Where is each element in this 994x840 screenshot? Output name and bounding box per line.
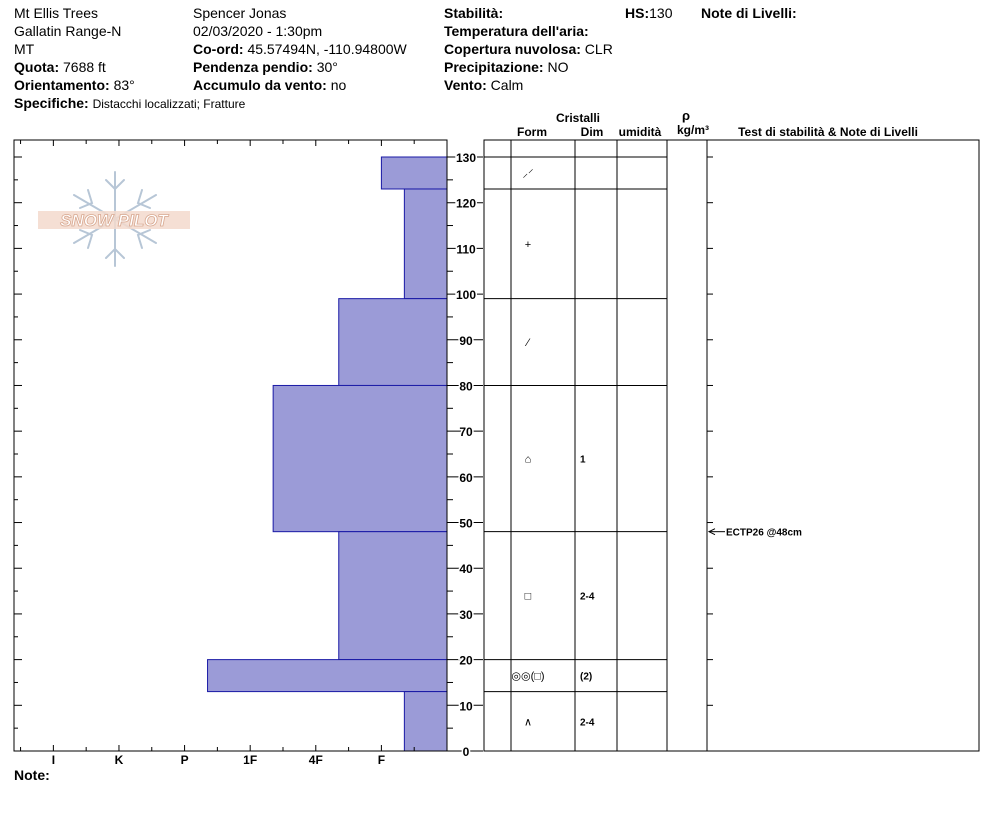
state: MT: [14, 41, 35, 57]
crystal-size-4: 2-4: [580, 591, 595, 603]
y-tick-label-60: 60: [459, 470, 473, 485]
hardness-bar-3: [273, 385, 447, 531]
wind-loading: Accumulo da vento: no: [193, 77, 347, 93]
x-tick-label-I: I: [51, 753, 56, 767]
y-tick-label-50: 50: [459, 516, 473, 531]
crystal-form-1: +: [524, 238, 532, 251]
crystal-form-3: ⌂: [524, 453, 532, 466]
crystal-size-3: 1: [580, 454, 586, 466]
y-tick-label-110: 110: [456, 242, 476, 257]
hardness-bar-5: [208, 660, 447, 692]
x-tick-label-K: K: [114, 753, 124, 767]
x-tick-label-P: P: [180, 753, 189, 767]
y-tick-label-70: 70: [459, 425, 473, 440]
svg-text:SNOW PILOT: SNOW PILOT: [60, 211, 168, 230]
observation-datetime: 02/03/2020 - 1:30pm: [193, 23, 323, 39]
crystal-table-headers: [517, 108, 918, 139]
snowpilot-logo: [38, 172, 190, 266]
svg-text:Form: Form: [517, 125, 547, 139]
mountain-range: Gallatin Range-N: [14, 23, 122, 39]
x-tick-label-F: F: [377, 753, 386, 767]
svg-text:ρ: ρ: [681, 108, 691, 123]
svg-text:kg/m³: kg/m³: [676, 123, 710, 137]
crystal-form-2: ⁄: [527, 337, 529, 350]
crystal-size-6: 2-4: [580, 717, 595, 729]
crystal-size-5: (2): [580, 671, 593, 683]
y-tick-label-90: 90: [459, 333, 473, 348]
hardness-bar-1: [404, 189, 447, 299]
crystal-form-5: ◎◎(□): [511, 670, 545, 683]
hardness-bar-6: [404, 692, 447, 751]
x-tick-label-4F: 4F: [308, 753, 323, 767]
aspect: Orientamento: 83°: [14, 77, 135, 93]
y-tick-label-0: 0: [462, 745, 470, 759]
y-tick-label-40: 40: [459, 562, 473, 577]
elevation: Quota: 7688 ft: [14, 59, 106, 75]
observer-name: Spencer Jonas: [193, 5, 287, 21]
hardness-bar-2: [339, 299, 447, 386]
svg-text:Cristalli: Cristalli: [555, 111, 601, 125]
crystal-form-4: □: [524, 590, 532, 603]
x-tick-label-1F: 1F: [243, 753, 258, 767]
y-tick-label-130: 130: [455, 151, 477, 165]
precipitation: Precipitazione: NO: [444, 59, 569, 75]
layer-notes-label: Note di Livelli:: [701, 5, 797, 21]
svg-text:Test di stabilità & Note di Li: Test di stabilità & Note di Livelli: [738, 125, 918, 139]
location-name: Mt Ellis Trees: [14, 5, 99, 21]
test-label-0: ECTP26 @48cm: [726, 527, 802, 539]
hardness-bar-4: [339, 532, 447, 660]
svg-text:umidità: umidità: [618, 125, 662, 139]
y-tick-label-30: 30: [459, 607, 473, 622]
y-tick-label-10: 10: [459, 699, 473, 714]
sky-cover: Copertura nuvolosa: CLR: [444, 41, 613, 57]
slope-angle: Pendenza pendio: 30°: [193, 59, 338, 75]
specifics: Specifiche: Distacchi localizzati; Fratture: [14, 95, 246, 111]
svg-text:Dim: Dim: [580, 125, 604, 139]
air-temperature: Temperatura dell'aria:: [444, 23, 589, 39]
snow-height: HS:130: [625, 5, 673, 21]
y-tick-label-120: 120: [455, 196, 477, 211]
hardness-bar-0: [381, 157, 447, 189]
coordinates: Co-ord: 45.57494N, -110.94800W: [193, 41, 407, 57]
crystal-form-0: ⸝⸍: [522, 167, 534, 180]
notes-label: Note:: [14, 767, 50, 783]
y-tick-label-100: 100: [455, 288, 477, 303]
crystal-form-6: ∧: [523, 716, 533, 729]
y-tick-label-80: 80: [459, 379, 473, 394]
y-tick-label-20: 20: [459, 653, 473, 668]
stability: Stabilità:: [444, 5, 504, 21]
wind: Vento: Calm: [444, 77, 524, 93]
